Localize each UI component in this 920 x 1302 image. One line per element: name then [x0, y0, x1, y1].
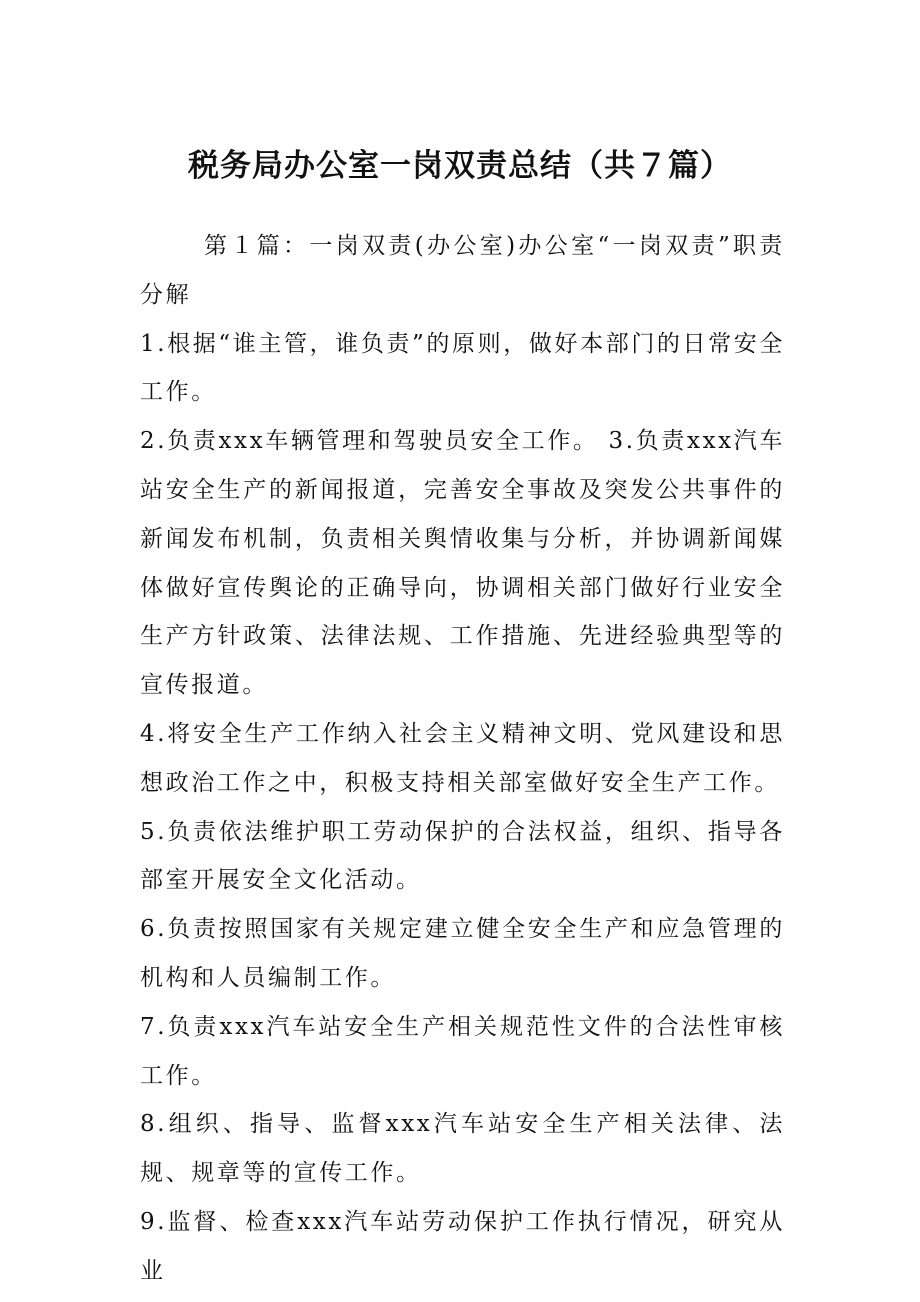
document-title: 税务局办公室一岗双责总结（共７篇） — [188, 148, 732, 184]
paragraph-item-8: 8.组织、指导、监督xxx汽车站安全生产相关法律、法规、规章等的宣传工作。 — [140, 1111, 785, 1187]
paragraph-item-5: 5.负责依法维护职工劳动保护的合法权益，组织、指导各部室开展安全文化活动。 — [140, 818, 785, 894]
paragraph-item-1: 1.根据“谁主管，谁负责”的原则，做好本部门的日常安全工作。 — [140, 330, 785, 406]
paragraph-item-2-3: 2.负责xxx车辆管理和驾驶员安全工作。 3.负责xxx汽车站安全生产的新闻报道，完善安全事故及突发公共事件的新闻发布机制，负责相关舆情收集与分析，并协调新闻媒体做好宣传舆论的正确导向，协调相关部门做好行业安全生产方针政策、法律法规、工作措施、先进经验典型等的宣传报道。 — [140, 428, 785, 699]
paragraph-item-9: 9.监督、检查xxx汽车站劳动保护工作执行情况，研究从业 — [140, 1208, 785, 1284]
document-body — [140, 222, 785, 1296]
paragraph-item-4: 4.将安全生产工作纳入社会主义精神文明、党风建设和思想政治工作之中，积极支持相关部室做好安全生产工作。 — [140, 720, 785, 796]
paragraph-item-7: 7.负责xxx汽车站安全生产相关规范性文件的合法性审核工作。 — [140, 1013, 785, 1089]
paragraph-item-6: 6.负责按照国家有关规定建立健全安全生产和应急管理的机构和人员编制工作。 — [140, 916, 785, 991]
paragraph-section-heading: 第１篇：一岗双责(办公室)办公室“一岗双责”职责分解 — [140, 233, 785, 308]
